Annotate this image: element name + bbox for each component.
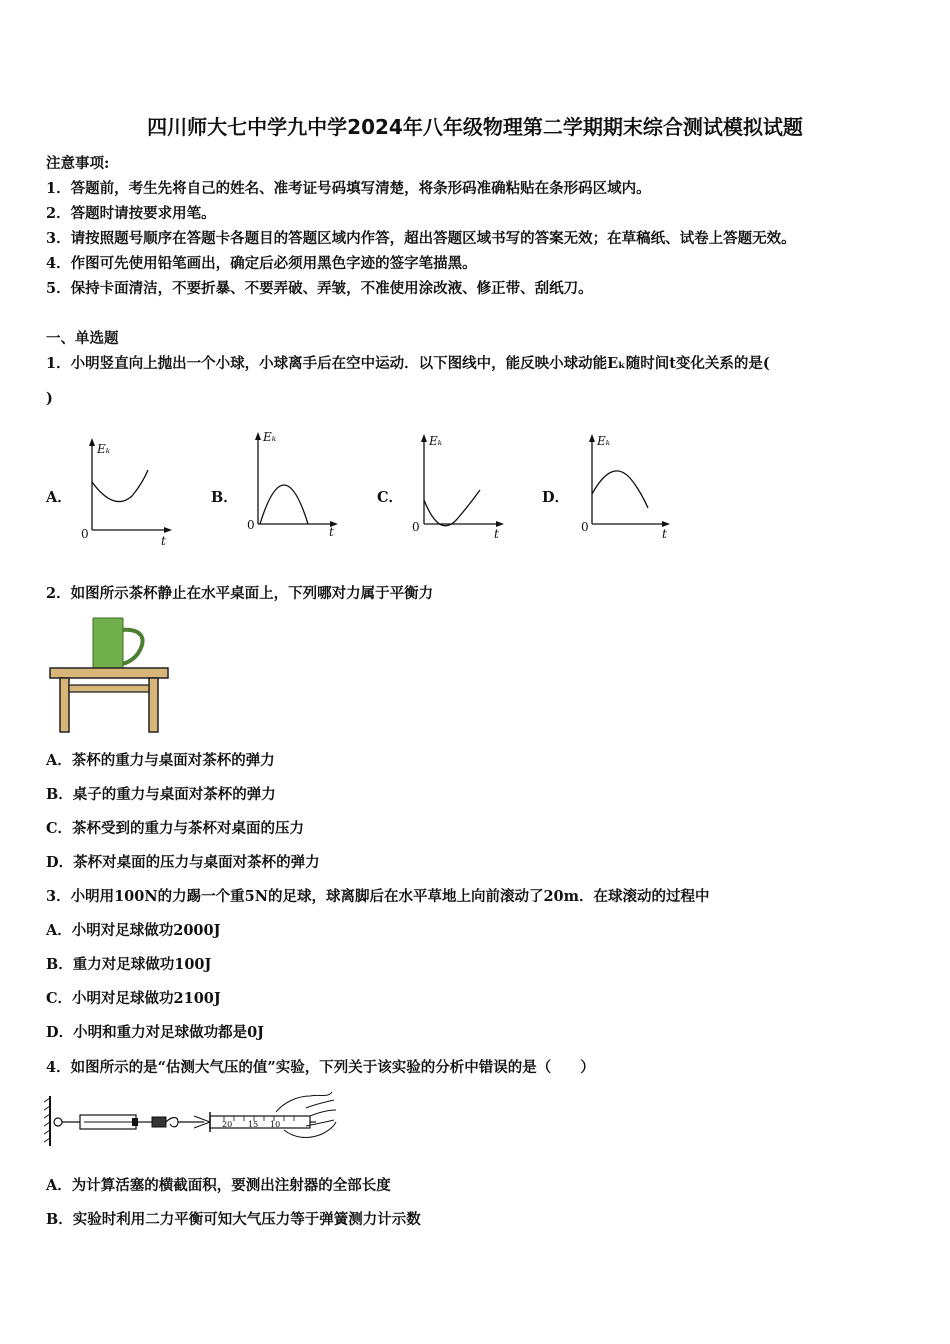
q1-graph-c [410,428,510,543]
q1-curve-b [260,485,308,524]
q4-option-b: B．实验时利用二力平衡可知大气压力等于弹簧测力计示数 [46,1211,421,1228]
notice-heading: 注意事项: [46,155,110,172]
q2-text: 2．如图所示茶杯静止在水平桌面上，下列哪对力属于平衡力 [46,585,434,602]
q1-option-d-label: D． [542,489,570,506]
y-axis-label: Eₖ [597,434,611,448]
q3-option-d: D．小明和重力对足球做功都是0J [46,1024,265,1041]
s-hook [166,1118,178,1127]
q2-option-d: D．茶杯对桌面的压力与桌面对茶杯的弹力 [46,854,320,871]
notice-item-2: 2．答题时请按要求用笔。 [46,205,216,222]
y-axis-label: Eₖ [429,434,443,448]
q1-option-a-label: A． [46,489,72,506]
notice-item-4: 4．作图可先使用铅笔画出，确定后必须用黑色字迹的签字笔描黑。 [46,255,477,272]
y-axis-arrow [589,434,595,442]
q2-option-c: C．茶杯受到的重力与茶杯对桌面的压力 [46,820,305,837]
q1-curve-c [424,490,480,526]
table-leg-right [149,678,158,732]
q1-curve-d [592,471,648,508]
table-top [50,668,168,678]
cup-icon [93,618,123,668]
origin-label: 0 [581,520,589,534]
origin-label: 0 [412,520,420,534]
q1-graph-b [244,426,344,541]
hand-icon [276,1092,336,1137]
q4-syringe-experiment-figure [44,1088,344,1150]
syringe-mark-20: 20 [222,1120,233,1129]
scale-hook-end [152,1117,166,1127]
origin-label: 0 [81,527,89,541]
syringe-mark-10: 10 [270,1120,281,1129]
x-axis-label: t [494,527,499,541]
x-axis-label: t [329,525,334,539]
x-axis-arrow [164,527,172,533]
q1-text-cont: ) [46,390,53,407]
x-axis-label: t [662,527,667,541]
q2-cup-on-table-figure [46,612,176,737]
q2-option-b: B．桌子的重力与桌面对茶杯的弹力 [46,786,276,803]
table-crossbar [69,685,149,692]
q3-option-c: C．小明对足球做功2100J [46,990,221,1007]
q1-graph-d [576,428,676,543]
y-axis-arrow [89,438,95,446]
q4-option-a: A．为计算活塞的横截面积，要测出注射器的全部长度 [46,1177,391,1194]
page-title: 四川师大七中学九中学2024年八年级物理第二学期期末综合测试模拟试题 [147,115,803,139]
q1-option-c-label: C． [377,489,404,506]
section-heading: 一、单选题 [46,330,119,347]
y-axis-arrow [421,434,427,442]
y-axis-label: Eₖ [263,430,277,444]
y-axis-arrow [255,432,261,440]
q3-option-b: B．重力对足球做功100J [46,956,212,973]
q3-text: 3．小明用100N的力踢一个重5N的足球，球离脚后在水平草地上向前滚动了20m．在球滚动的过程中 [46,888,710,905]
notice-item-1: 1．答题前，考生先将自己的姓名、准考证号码填写清楚，将条形码准确粘贴在条形码区域内。 [46,180,651,197]
q1-curve-a [92,470,148,502]
origin-label: 0 [247,518,255,532]
q3-option-a: A．小明对足球做功2000J [46,922,221,939]
notice-item-5: 5．保持卡面清洁，不要折暴、不要弄破、弄皱，不准使用涂改液、修正带、刮纸刀。 [46,280,593,297]
q1-option-b-label: B． [211,489,238,506]
syringe-scale-ticks [224,1116,294,1121]
table-leg-left [60,678,69,732]
scale-pointer [132,1118,138,1126]
x-axis-label: t [161,534,166,548]
y-axis-label: Eₖ [97,442,111,456]
q4-text: 4．如图所示的是“估测大气压的值”实验，下列关于该实验的分析中错误的是（ ） [46,1059,595,1076]
q1-graph-a [78,432,178,547]
wall-hook [54,1118,62,1126]
notice-item-3: 3．请按照题号顺序在答题卡各题目的答题区域内作答，超出答题区域书写的答案无效；在草稿纸、试卷上答题无效。 [46,230,796,247]
q2-option-a: A．茶杯的重力与桌面对茶杯的弹力 [46,752,275,769]
syringe-mark-15: 15 [248,1120,259,1129]
q1-text: 1．小明竖直向上抛出一个小球，小球离手后在空中运动．以下图线中，能反映小球动能Eₖ随时间t变化关系的是( [46,355,770,372]
